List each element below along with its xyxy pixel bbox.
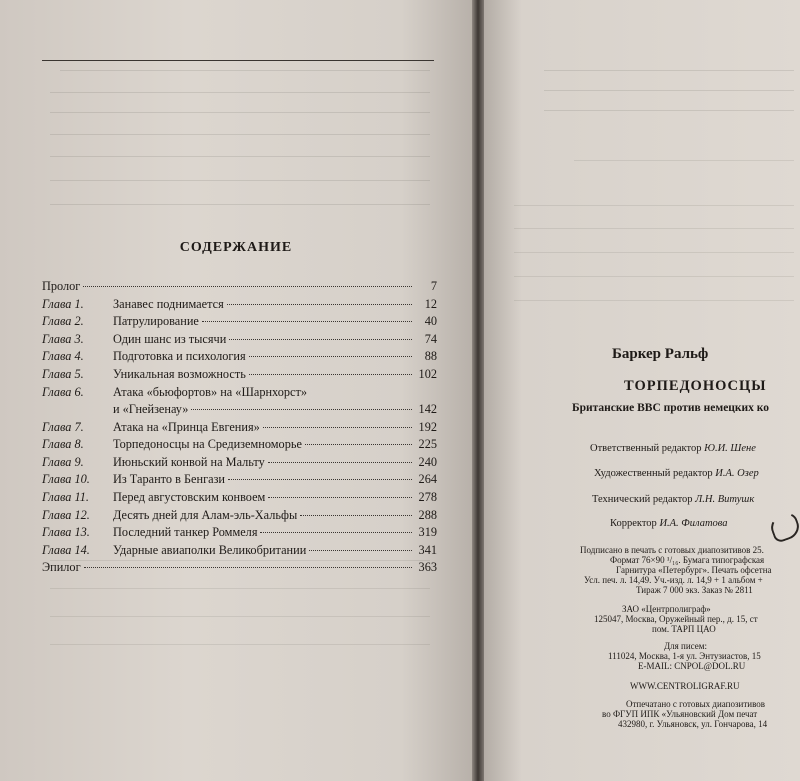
dot-leader	[268, 462, 412, 463]
dot-leader	[249, 374, 412, 375]
toc-entry-page: 7	[430, 279, 437, 293]
toc-entry	[42, 508, 437, 526]
toc-entry	[42, 490, 437, 508]
credit-name: Ю.И. Шене	[704, 443, 756, 454]
toc-entry-title: Атака «бьюфортов» на «Шарнхорст»	[113, 384, 307, 399]
show-through-line	[544, 90, 794, 91]
toc-entry-title-cont: и «Гнейзенау»	[113, 402, 189, 417]
table-of-contents	[42, 279, 437, 578]
signature-mark	[767, 510, 800, 544]
show-through-line	[50, 92, 430, 93]
toc-entry-label: Глава 6.	[42, 384, 84, 399]
toc-entry-label: Глава 14.	[42, 542, 90, 557]
dot-leader	[83, 286, 412, 287]
publisher-line: пом. ТАРП ЦАО	[652, 624, 716, 634]
header-rule	[42, 60, 434, 61]
credit-role: Технический редактор	[592, 494, 693, 505]
right-page	[484, 0, 800, 781]
toc-entry-page: 225	[418, 437, 437, 452]
dot-leader	[305, 444, 412, 445]
toc-entry-page: 240	[418, 454, 437, 469]
toc-entry	[42, 560, 437, 578]
toc-entry	[42, 314, 437, 332]
credit-role: Художественный редактор	[594, 468, 713, 479]
toc-entry-label: Глава 11.	[42, 489, 89, 504]
imprint-line: Подписано в печать с готовых диапозитивов 25.	[580, 545, 764, 555]
show-through-line	[574, 160, 794, 161]
dot-leader	[249, 356, 412, 357]
show-through-line	[50, 180, 430, 181]
show-through-line	[50, 156, 430, 157]
toc-entry	[42, 455, 437, 473]
dot-leader	[263, 427, 412, 428]
toc-entry-page: 319	[418, 525, 437, 540]
credit-role: Ответственный редактор	[590, 443, 702, 454]
toc-entry-title: Торпедоносцы на Средиземноморье	[113, 437, 302, 452]
mail-line: E-MAIL: CNPOL@DOL.RU	[638, 661, 746, 671]
toc-entry	[42, 367, 437, 385]
toc-entry	[42, 279, 437, 297]
show-through-line	[514, 228, 794, 229]
toc-entry	[42, 349, 437, 367]
toc-entry-label: Глава 8.	[42, 437, 84, 452]
toc-entry-page: 74	[424, 331, 437, 346]
dot-leader	[229, 339, 412, 340]
toc-entry-label: Глава 5.	[42, 366, 84, 381]
show-through-line	[514, 300, 794, 301]
printer-line: во ФГУП ИПК «Ульяновский Дом печат	[602, 709, 758, 719]
toc-entry	[42, 472, 437, 490]
toc-entry-label: Глава 13.	[42, 525, 90, 540]
book-title: ТОРПЕДОНОСЦЫ	[624, 378, 767, 394]
toc-entry-page: 341	[418, 542, 437, 557]
toc-heading: СОДЕРЖАНИЕ	[179, 240, 293, 255]
toc-entry-label: Глава 10.	[42, 472, 90, 487]
dot-leader	[191, 409, 412, 410]
show-through-line	[544, 110, 794, 111]
credit-line	[610, 518, 728, 529]
dot-leader	[228, 479, 412, 480]
toc-entry-title: Десять дней для Алам-эль-Хальфы	[113, 507, 298, 522]
toc-entry-title: Пролог	[42, 279, 81, 293]
toc-entry-title: Из Таранто в Бенгази	[113, 472, 226, 487]
book-subtitle: Британские ВВС против немецких ко	[572, 402, 770, 414]
show-through-line	[544, 70, 794, 71]
imprint-line: Тираж 7 000 экз. Заказ № 2811	[636, 585, 753, 595]
toc-entry-label: Глава 9.	[42, 454, 84, 469]
toc-entry-page: 40	[424, 314, 437, 329]
toc-entry-line	[42, 385, 437, 403]
toc-entry-title: Атака на «Принца Евгения»	[113, 419, 260, 434]
show-through-line	[514, 205, 794, 206]
credit-name: И.А. Озер	[715, 468, 759, 479]
website-link[interactable]: WWW.CENTROLIGRAF.RU	[630, 681, 740, 691]
show-through-line	[50, 644, 430, 645]
toc-entry-page: 278	[418, 489, 437, 504]
credit-name: Л.Н. Витушк	[695, 494, 755, 505]
printer-line: 432980, г. Ульяновск, ул. Гончарова, 14	[618, 719, 768, 729]
dot-leader	[84, 567, 412, 568]
toc-entry-label: Глава 2.	[42, 314, 84, 329]
publisher-line: 125047, Москва, Оружейный пер., д. 15, ст	[594, 614, 758, 624]
toc-entry-label: Глава 4.	[42, 349, 84, 364]
show-through-line	[50, 134, 430, 135]
credit-line	[594, 468, 759, 479]
publisher-line: ЗАО «Центрполиграф»	[622, 604, 711, 614]
show-through-line	[50, 204, 430, 205]
show-through-line	[50, 588, 430, 589]
toc-entry-label: Глава 7.	[42, 419, 84, 434]
toc-entry-title: Занавес поднимается	[113, 296, 224, 311]
show-through-line	[50, 112, 430, 113]
toc-entry-page: 288	[418, 507, 437, 522]
mail-line: 111024, Москва, 1-я ул. Энтузиастов, 15	[608, 651, 761, 661]
dot-leader	[309, 550, 412, 551]
toc-entry-page: 264	[418, 472, 437, 487]
toc-entry-title: Июньский конвой на Мальту	[113, 454, 265, 469]
dot-leader	[260, 532, 412, 533]
toc-entry	[42, 437, 437, 455]
show-through-line	[60, 70, 430, 71]
imprint-line: Гарнитура «Петербург». Печать офсетна	[616, 565, 772, 575]
toc-entry-title: Подготовка и психология	[113, 349, 246, 364]
dot-leader	[268, 497, 412, 498]
dot-leader	[300, 515, 412, 516]
toc-entry-label: Глава 12.	[42, 507, 90, 522]
credit-name: И.А. Филатова	[659, 518, 728, 529]
toc-entry	[42, 385, 437, 420]
imprint-line: Усл. печ. л. 14,49. Уч.-изд. л. 14,9 + 1 альбом +	[584, 575, 763, 585]
toc-entry-page: 192	[418, 419, 437, 434]
toc-entry-page: 142	[418, 402, 437, 417]
toc-entry-label: Глава 1.	[42, 296, 84, 311]
toc-entry-title: Уникальная возможность	[113, 366, 246, 381]
toc-entry-title: Один шанс из тысячи	[113, 331, 227, 346]
credit-role: Корректор	[610, 518, 657, 529]
mail-line: Для писем:	[664, 641, 707, 651]
printer-line: Отпечатано с готовых диапозитивов	[626, 699, 766, 709]
toc-entry-page: 12	[424, 296, 437, 311]
toc-entry	[42, 543, 437, 561]
toc-entry-title: Ударные авиаполки Великобритании	[113, 542, 307, 557]
book-author: Баркер Ральф	[612, 346, 709, 362]
toc-entry-page: 88	[424, 349, 437, 364]
toc-entry-label: Глава 3.	[42, 331, 84, 346]
toc-entry-title: Патрулирование	[113, 314, 199, 329]
dot-leader	[202, 321, 412, 322]
toc-entry	[42, 297, 437, 315]
book-gutter	[472, 0, 484, 781]
toc-entry-page: 363	[418, 560, 437, 575]
credit-line	[592, 494, 754, 505]
dot-leader	[227, 304, 412, 305]
toc-entry-line	[42, 402, 437, 420]
show-through-line	[514, 276, 794, 277]
toc-entry	[42, 525, 437, 543]
toc-entry-page: 102	[418, 366, 437, 381]
show-through-line	[514, 252, 794, 253]
toc-entry	[42, 332, 437, 350]
credit-line	[590, 443, 756, 454]
toc-entry-title: Эпилог	[42, 560, 81, 575]
imprint-line: Формат 76×90 ¹/₁₆. Бумага типографская	[610, 555, 765, 565]
toc-entry-title: Последний танкер Роммеля	[113, 525, 258, 540]
toc-entry	[42, 420, 437, 438]
toc-entry-title: Перед августовским конвоем	[113, 489, 266, 504]
show-through-line	[50, 616, 430, 617]
